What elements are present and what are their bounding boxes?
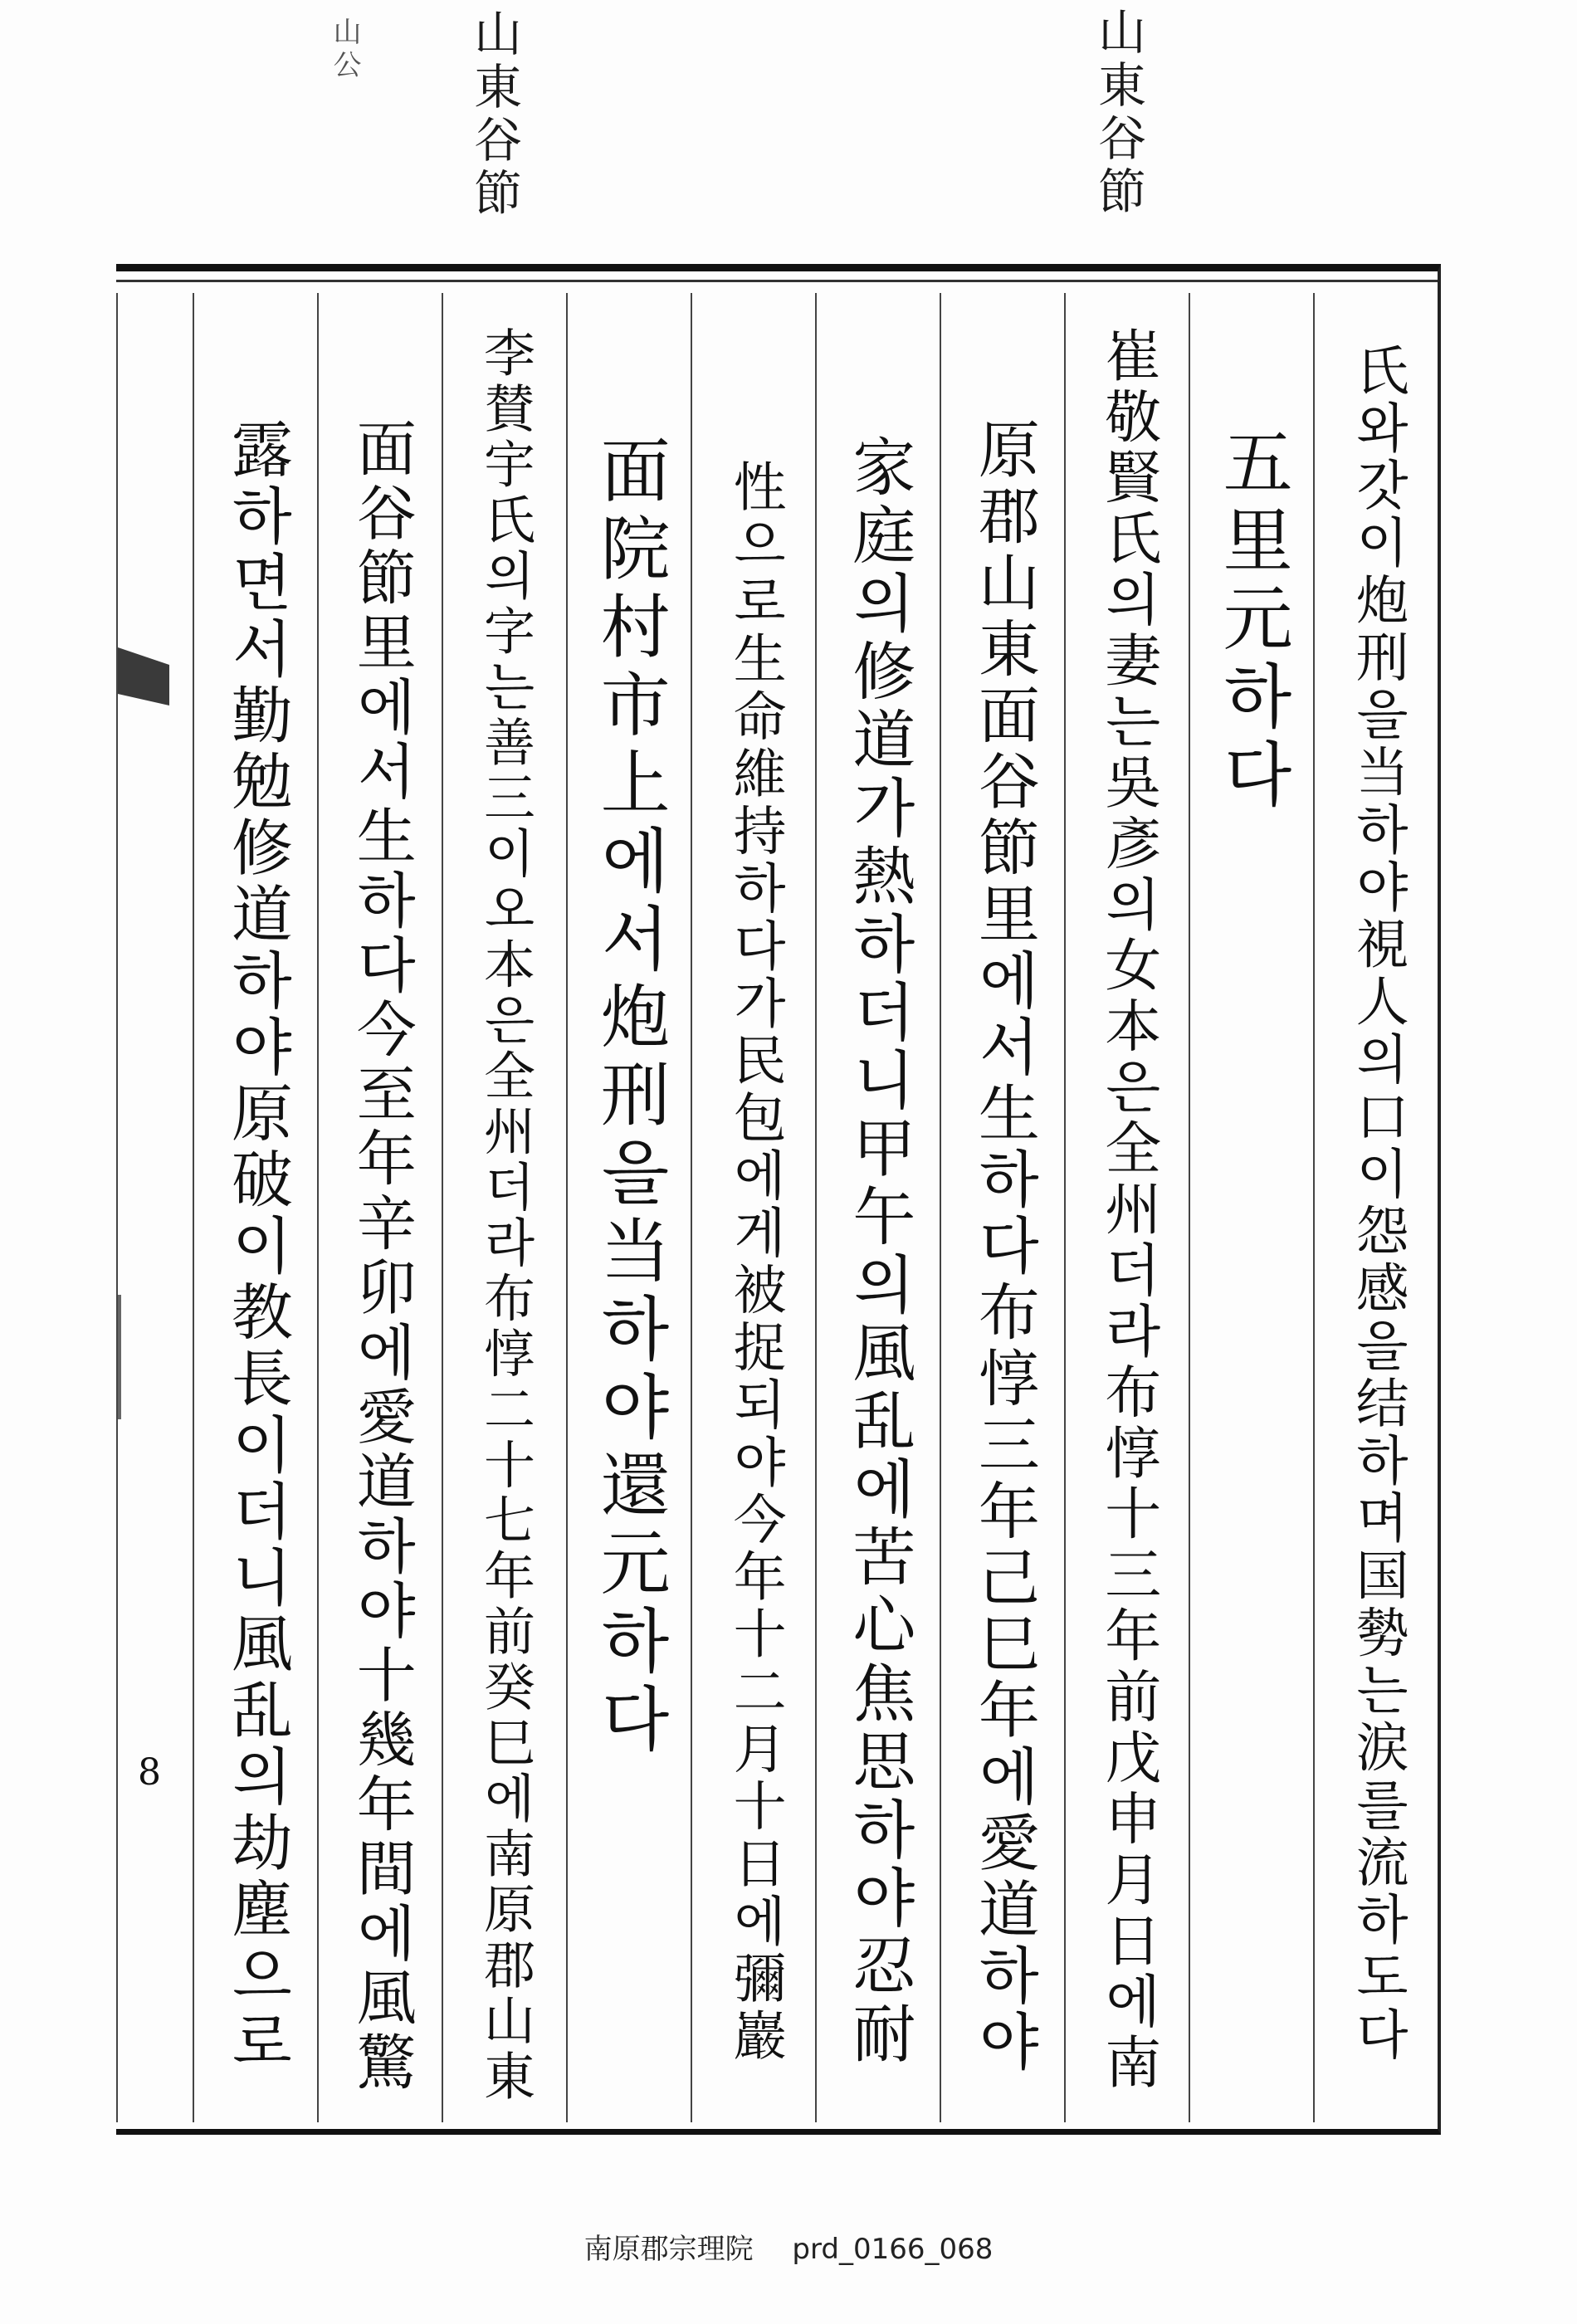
column-text: 性으로生命維持하다가民包에게被捉되야今年十二月十日에彌巖 bbox=[724, 459, 786, 2066]
manuscript-column-8 bbox=[442, 293, 568, 2122]
manuscript-column-6 bbox=[691, 293, 817, 2122]
manuscript-column-4 bbox=[940, 293, 1066, 2122]
manuscript-column-5 bbox=[815, 293, 941, 2122]
column-text: 崔敬賢氏의妻는吳彥의女本은全州더라布惇十三年前戊申月日에南 bbox=[1095, 326, 1161, 2094]
column-text: 五里元하다 bbox=[1212, 426, 1294, 816]
margin-note-1: 山公 bbox=[328, 17, 361, 83]
column-text: 露하면서勤勉修道하야原破이教長이더니風乱의劫塵으로 bbox=[221, 417, 293, 2076]
column-text: 李賛宇氏의字는善三이오本은全州더라布惇二十七年前癸巳에南原郡山東 bbox=[475, 326, 536, 2105]
manuscript-column-9 bbox=[317, 293, 443, 2122]
column-text: 原郡山東面谷節里에서生하다布惇三年己巳年에愛道하야 bbox=[968, 417, 1040, 2076]
manuscript-column-10 bbox=[193, 293, 319, 2122]
manuscript-column-7 bbox=[566, 293, 692, 2122]
margin-note-2: 山東谷節 bbox=[466, 8, 522, 221]
manuscript-column-11 bbox=[116, 293, 194, 2122]
column-text: 面院村市上에서炮刑을当하야還元하다 bbox=[589, 434, 671, 1760]
page-number: 8 bbox=[138, 1751, 161, 1794]
manuscript-column-2 bbox=[1189, 293, 1315, 2122]
footer-doc-id: prd_0166_068 bbox=[792, 2233, 994, 2266]
column-text: 氏와갓이炮刑을当하야視人의口이怨感을结하며国勢는涙를流하도다 bbox=[1346, 343, 1409, 2064]
manuscript-column-1 bbox=[1313, 293, 1439, 2122]
manuscript-column-3 bbox=[1064, 293, 1190, 2122]
footer-caption bbox=[0, 2226, 1577, 2267]
margin-note-3: 山東谷節 bbox=[1090, 7, 1146, 219]
column-text: 家庭의修道가熱하더니甲午의風乱에苦心焦思하야忍耐 bbox=[842, 434, 916, 2069]
column-text: 面谷節里에서生하다今至年辛卯에愛道하야十幾年間에風驚 bbox=[346, 417, 417, 2096]
footer-institution: 南原郡宗理院 bbox=[583, 2233, 754, 2266]
manuscript-sheet bbox=[116, 264, 1441, 2135]
